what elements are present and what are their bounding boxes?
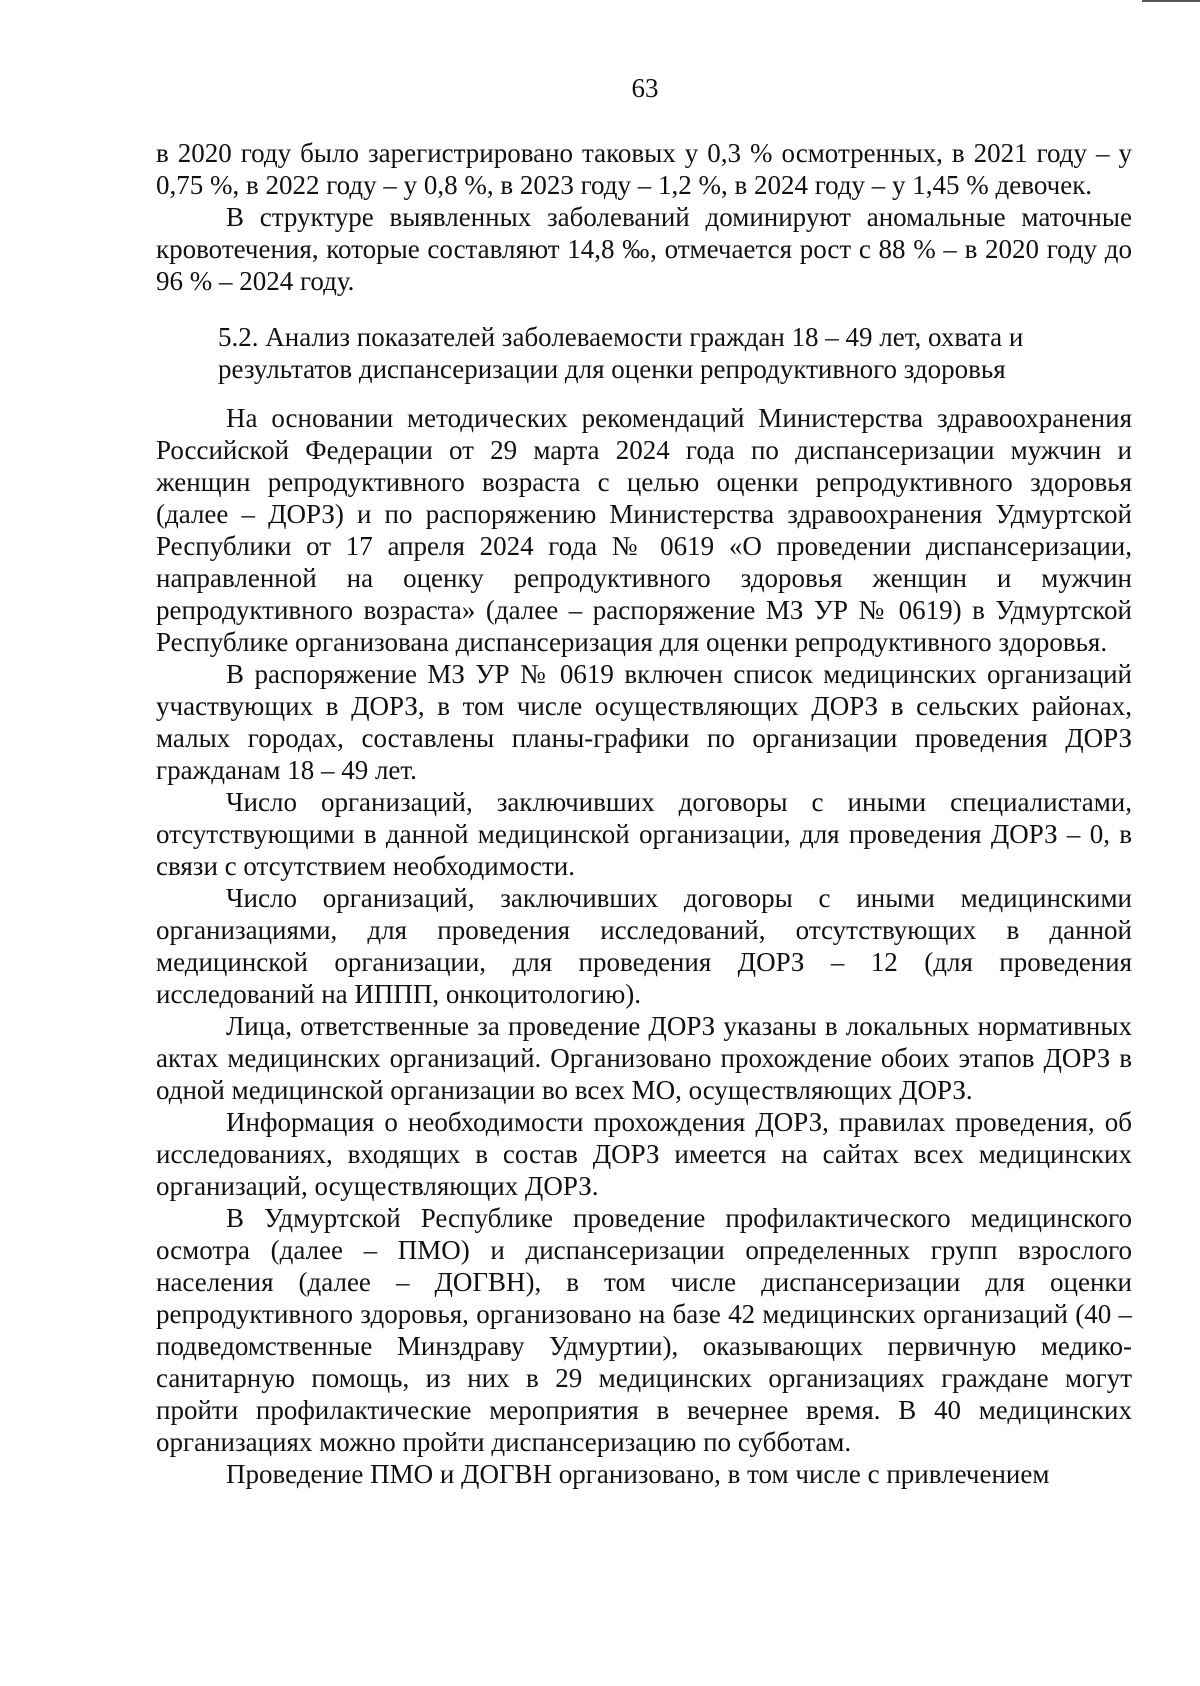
document-body <box>156 137 1132 1490</box>
spacer <box>156 385 1132 402</box>
paragraph-specialist-contracts: Число организаций, заключивших договоры с иными специалистами, отсутствующими в данной медицинской организации, для проведения ДОРЗ – 0, в связи с отсутствием необходимости. <box>156 787 1132 881</box>
paragraph-continuation: в 2020 году было зарегистрировано таковых у 0,3 % осмотренных, в 2021 году – у 0,75 %, в 2022 году – у 0,8 %, в 2023 году – 1,2 %, в 2024 году – у 1,45 % девочек. <box>156 138 1132 200</box>
paragraph-dorz-basis: На основании методических рекомендаций Министерства здравоохранения Российской Федерации от 29 марта 2024 года по диспансеризации мужчин и женщин репродуктивного возраста с целью оценки репродуктивного здоровья (далее – ДОРЗ) и по распоряжению Министерства здравоохранения Удмуртской Республики от 17 апреля 2024 года № 0619 «О проведении диспансеризации, направленной на оценку репродуктивного здоровья женщин и мужчин репродуктивного возраста» (далее – распоряжение МЗ УР № 0619) в Удмуртской Республике организована диспансеризация для оценки репродуктивного здоровья. <box>156 403 1132 657</box>
page-number: 63 <box>631 73 659 103</box>
paragraph-organization-list: В распоряжение МЗ УР № 0619 включен список медицинских организаций участвующих в ДОРЗ, в том числе осуществляющих ДОРЗ в сельских районах, малых городах, составлены планы-графики по организации проведения ДОРЗ гражданам 18 – 49 лет. <box>156 659 1132 785</box>
paragraph-pmo-dogvn: В Удмуртской Республике проведение профилактического медицинского осмотра (далее – ПМО) и диспансеризации определенных групп взрослого населения (далее – ДОГВН), в том числе диспансеризации для оценки репродуктивного здоровья, организовано на базе 42 медицинских организаций (40 – подведомственные Минздраву Удмуртии), оказывающих первичную медико-санитарную помощь, из них в 29 медицинских организациях граждане могут пройти профилактические мероприятия в вечернее время. В 40 медицинских организациях можно пройти диспансеризацию по субботам. <box>156 1203 1132 1457</box>
spacer <box>156 297 1132 321</box>
paragraph-abnormal-bleeding: В структуре выявленных заболеваний доминируют аномальные маточные кровотечения, которые составляют 14,8 ‰, отмечается рост с 88 % – в 2020 году до 96 % – 2024 году. <box>156 202 1132 296</box>
paragraph-final-line: Проведение ПМО и ДОГВН организовано, в том числе с привлечением <box>226 1459 1050 1489</box>
scan-edge-mark <box>1142 0 1200 2</box>
paragraph-responsible-persons: Лица, ответственные за проведение ДОРЗ указаны в локальных нормативных актах медицинских организаций. Организовано прохождение обоих этапов ДОРЗ в одной медицинской организации во всех МО, осуществляющих ДОРЗ. <box>156 1011 1132 1105</box>
paragraph-website-information: Информация о необходимости прохождения ДОРЗ, правилах проведения, об исследованиях, входящих в состав ДОРЗ имеется на сайтах всех медицинских организаций, осуществляющих ДОРЗ. <box>156 1107 1132 1201</box>
paragraph-organization-contracts: Число организаций, заключивших договоры с иными медицинскими организациями, для проведения исследований, отсутствующих в данной медицинской организации, для проведения ДОРЗ – 12 (для проведения исследований на ИППП, онкоцитологию). <box>156 883 1132 1009</box>
section-heading-5-2: 5.2. Анализ показателей заболеваемости граждан 18 – 49 лет, охвата и результатов диспансеризации для оценки репродуктивного здоровья <box>218 322 1024 384</box>
